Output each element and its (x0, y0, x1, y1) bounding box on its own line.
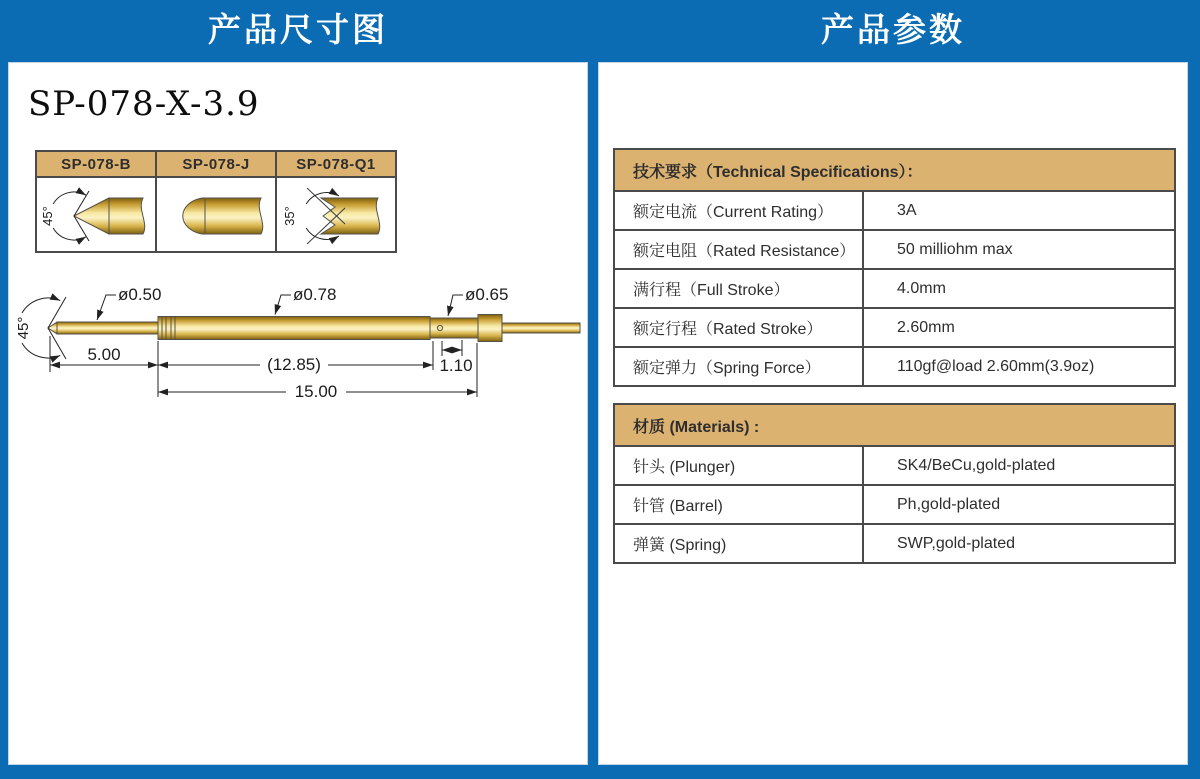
material-label: 针管 (Barrel) (614, 485, 863, 524)
spec-value: 4.0mm (863, 269, 1175, 308)
crimp-hole (437, 325, 442, 330)
probe-dimension-drawing (8, 270, 588, 410)
tip-drawing-crown (277, 178, 395, 251)
tube-diameter-label: ø0.65 (465, 285, 509, 304)
tip-angle-label: 45° (15, 316, 32, 340)
barrel-diameter-label: ø0.78 (293, 285, 337, 304)
tip-type-header-b: SP-078-B (36, 151, 156, 177)
tip-type-header-q1: SP-078-Q1 (276, 151, 396, 177)
spec-label: 额定弹力（Spring Force） (614, 347, 863, 386)
cone-angle-label: 45° (40, 206, 55, 226)
crown-angle-label: 35° (282, 206, 297, 226)
material-value: Ph,gold-plated (863, 485, 1175, 524)
radius-body (183, 198, 263, 234)
tip-drawing-radius (157, 178, 275, 251)
spec-row (614, 230, 1175, 269)
materials-table (613, 403, 1176, 564)
spec-value: 2.60mm (863, 308, 1175, 347)
cone-tip (74, 198, 109, 234)
spec-row (614, 269, 1175, 308)
spec-value: 110gf@load 2.60mm(3.9oz) (863, 347, 1175, 386)
spec-label: 额定电阻（Rated Resistance） (614, 230, 863, 269)
tip-type-header-j: SP-078-J (156, 151, 276, 177)
spec-row (614, 308, 1175, 347)
spec-label: 满行程（Full Stroke） (614, 269, 863, 308)
plunger-tip (48, 322, 57, 334)
model-code: SP-078-X-3.9 (28, 84, 260, 124)
material-value: SWP,gold-plated (863, 524, 1175, 563)
left-panel-title: 产品尺寸图 (208, 11, 388, 48)
diameter-labels (97, 285, 508, 320)
material-row (614, 524, 1175, 563)
probe-body (48, 315, 580, 342)
materials-table-header-row (614, 404, 1175, 446)
plunger-diameter-label: ø0.50 (118, 285, 162, 304)
spec-label: 额定行程（Rated Stroke） (614, 308, 863, 347)
tip-type-header-row (36, 151, 396, 177)
tip-type-table (35, 150, 397, 253)
material-value: SK4/BeCu,gold-plated (863, 446, 1175, 485)
material-label: 弹簧 (Spring) (614, 524, 863, 563)
spec-value: 50 milliohm max (863, 230, 1175, 269)
spec-value: 3A (863, 191, 1175, 230)
hole-offset-label: 1.10 (439, 356, 473, 375)
tip-type-drawing-row (36, 177, 396, 252)
collar (478, 315, 502, 342)
material-row (614, 446, 1175, 485)
material-label: 针头 (Plunger) (614, 446, 863, 485)
materials-table-title: 材质 (Materials) : (614, 404, 1175, 446)
dimension-panel (8, 62, 588, 765)
cone-body (109, 198, 145, 234)
barrel-length-label: (12.85) (267, 355, 321, 374)
spec-table (613, 148, 1176, 387)
dimension-lines (50, 345, 477, 401)
crown-body (321, 198, 380, 234)
plunger-length-label: 5.00 (87, 345, 121, 364)
material-row (614, 485, 1175, 524)
spec-table-title: 技术要求（Technical Specifications）： (614, 149, 1175, 191)
parameter-tables (613, 148, 1174, 564)
tail-pin (502, 323, 580, 333)
barrel (158, 317, 430, 340)
right-panel-title: 产品参数 (821, 11, 965, 48)
tip-drawing-cone (37, 178, 155, 251)
spec-row (614, 347, 1175, 386)
spec-label: 额定电流（Current Rating） (614, 191, 863, 230)
total-length-label: 15.00 (294, 382, 338, 401)
parameters-panel (598, 62, 1188, 765)
plunger-shaft (57, 322, 158, 334)
spec-table-header-row (614, 149, 1175, 191)
spec-row (614, 191, 1175, 230)
